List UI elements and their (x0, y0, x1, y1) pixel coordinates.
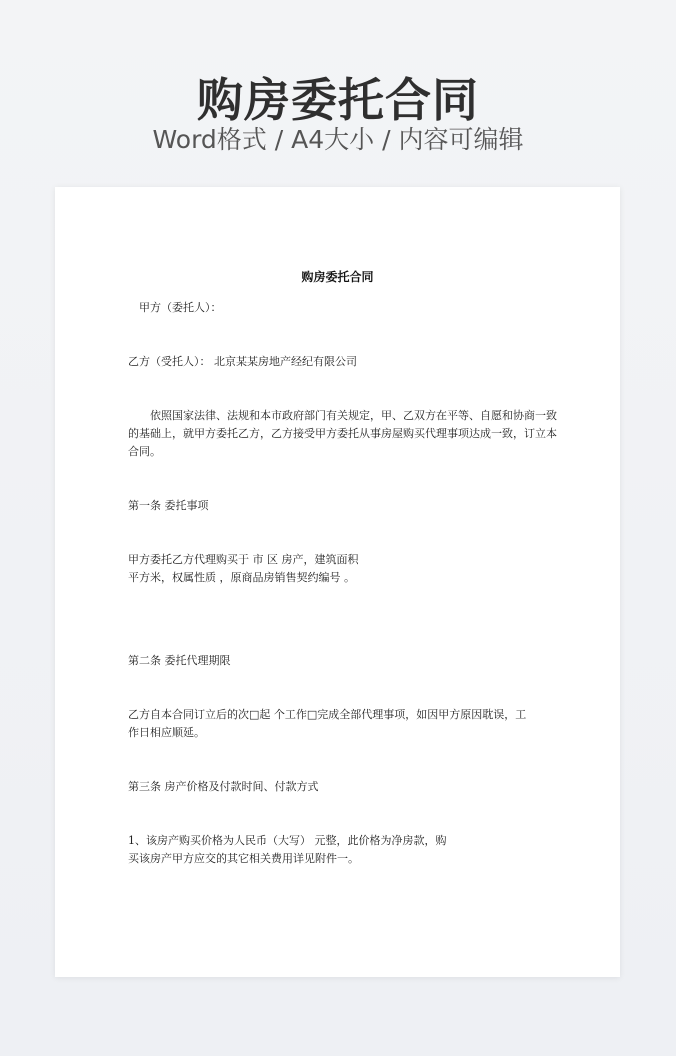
banner-subtitle: Word格式 / A4大小 / 内容可编辑 (152, 125, 524, 154)
article-3-line-2: 买该房产甲方应交的其它相关费用详见附件一。 (128, 852, 359, 865)
article-1-heading: 第一条 委托事项 (128, 499, 209, 512)
banner-title: 购房委托合同 (197, 73, 479, 127)
intro-line-1: 依照国家法律、法规和本市政府部门有关规定，甲、乙双方在平等、自愿和协商一致 (150, 409, 557, 422)
article-3-line-1: 1、该房产购买价格为人民币（大写） 元整，此价格为净房款，购 (128, 834, 447, 847)
party-a-line: 甲方（委托人）： (139, 301, 222, 314)
article-2-line-1: 乙方自本合同订立后的次□起 个工作□完成全部代理事项，如因甲方原因耽误，工 (128, 708, 527, 721)
document-page (55, 187, 620, 977)
intro-line-3: 合同。 (128, 445, 161, 458)
party-b-line: 乙方（受托人）： 北京某某房地产经纪有限公司 (128, 355, 357, 368)
article-3-heading: 第三条 房产价格及付款时间、付款方式 (128, 780, 319, 793)
intro-line-2: 的基础上，就甲方委托乙方，乙方接受甲方委托从事房屋购买代理事项达成一致，订立本 (128, 427, 557, 440)
document-title: 购房委托合同 (301, 270, 374, 284)
article-1-line-2: 平方米，权属性质 ，原商品房销售契约编号 。 (128, 571, 355, 584)
article-2-heading: 第二条 委托代理期限 (128, 654, 231, 667)
article-1-line-1: 甲方委托乙方代理购买于 市 区 房产，建筑面积 (128, 553, 359, 566)
article-2-line-2: 作日相应顺延。 (128, 726, 205, 739)
